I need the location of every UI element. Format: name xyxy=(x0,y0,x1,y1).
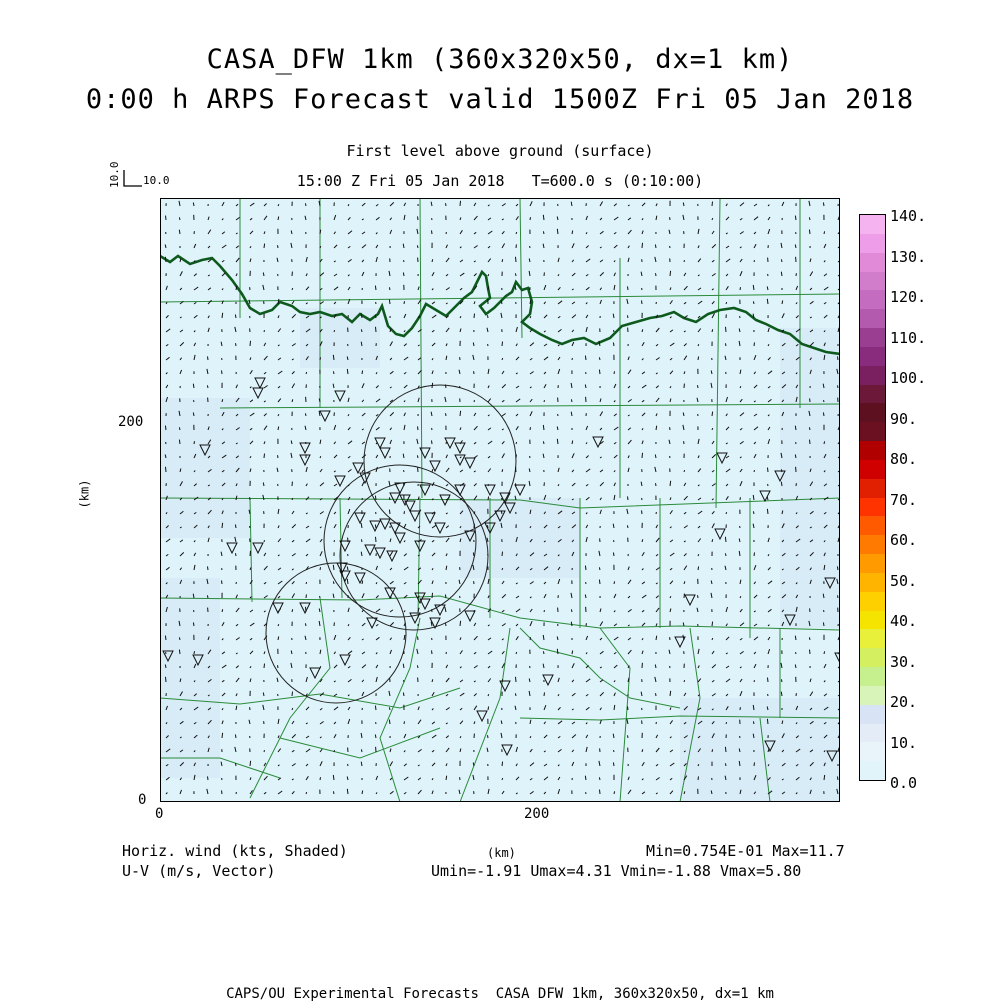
x-tick-0: 0 xyxy=(155,806,163,822)
colorbar-label: 100. xyxy=(890,369,926,387)
colorbar-segment xyxy=(860,573,885,592)
field-description: Horiz. wind (kts, Shaded) xyxy=(122,842,348,860)
colorbar-label: 60. xyxy=(890,531,917,549)
colorbar-label: 120. xyxy=(890,288,926,306)
x-tick-200: 200 xyxy=(524,806,549,822)
colorbar-segment xyxy=(860,234,885,253)
colorbar-segment xyxy=(860,648,885,667)
map-frame xyxy=(160,198,840,802)
colorbar xyxy=(859,214,886,781)
colorbar-segment xyxy=(860,403,885,422)
colorbar-segment xyxy=(860,441,885,460)
colorbar-segment xyxy=(860,686,885,705)
colorbar-segment xyxy=(860,761,885,780)
colorbar-segment xyxy=(860,516,885,535)
x-axis-label: (km) xyxy=(487,846,516,860)
y-axis-label: (km) xyxy=(77,480,91,509)
colorbar-segment xyxy=(860,705,885,724)
colorbar-segment xyxy=(860,742,885,761)
colorbar-segment xyxy=(860,724,885,743)
time-subtitle: 15:00 Z Fri 05 Jan 2018 T=600.0 s (0:10:00) xyxy=(0,172,1000,190)
colorbar-label: 0.0 xyxy=(890,774,917,792)
colorbar-label: 50. xyxy=(890,572,917,590)
colorbar-label: 140. xyxy=(890,207,926,225)
colorbar-segment xyxy=(860,422,885,441)
colorbar-label: 10. xyxy=(890,734,917,752)
colorbar-segment xyxy=(860,611,885,630)
colorbar-segment xyxy=(860,479,885,498)
colorbar-segment xyxy=(860,554,885,573)
colorbar-segment xyxy=(860,667,885,686)
colorbar-segment xyxy=(860,460,885,479)
colorbar-segment xyxy=(860,498,885,517)
colorbar-segment xyxy=(860,328,885,347)
level-subtitle: First level above ground (surface) xyxy=(0,142,1000,160)
colorbar-segment xyxy=(860,215,885,234)
credit-footer: CAPS/OU Experimental Forecasts CASA DFW 1km, 360x320x50, dx=1 km xyxy=(0,986,1000,1002)
reference-vector-vertical-label: 10.0 xyxy=(108,162,121,189)
vector-description: U-V (m/s, Vector) xyxy=(122,862,276,880)
colorbar-segment xyxy=(860,385,885,404)
colorbar-label: 80. xyxy=(890,450,917,468)
colorbar-label: 20. xyxy=(890,693,917,711)
colorbar-label: 40. xyxy=(890,612,917,630)
colorbar-segment xyxy=(860,347,885,366)
colorbar-segment xyxy=(860,272,885,291)
main-title: CASA_DFW 1km (360x320x50, dx=1 km) xyxy=(0,44,1000,75)
y-tick-0: 0 xyxy=(138,792,146,808)
colorbar-label: 30. xyxy=(890,653,917,671)
colorbar-label: 110. xyxy=(890,329,926,347)
forecast-title: 0:00 h ARPS Forecast valid 1500Z Fri 05 Jan 2018 xyxy=(0,84,1000,115)
colorbar-label: 70. xyxy=(890,491,917,509)
colorbar-segment xyxy=(860,309,885,328)
colorbar-segment xyxy=(860,629,885,648)
reference-vector-horizontal-label: 10.0 xyxy=(143,174,170,187)
colorbar-segment xyxy=(860,290,885,309)
colorbar-label: 90. xyxy=(890,410,917,428)
y-tick-200: 200 xyxy=(118,414,143,430)
colorbar-segment xyxy=(860,253,885,272)
colorbar-label: 130. xyxy=(890,248,926,266)
colorbar-segment xyxy=(860,366,885,385)
colorbar-segment xyxy=(860,592,885,611)
uv-statistics: Umin=-1.91 Umax=4.31 Vmin=-1.88 Vmax=5.80 xyxy=(431,862,801,880)
min-max-values: Min=0.754E-01 Max=11.7 xyxy=(646,842,845,860)
colorbar-segment xyxy=(860,535,885,554)
